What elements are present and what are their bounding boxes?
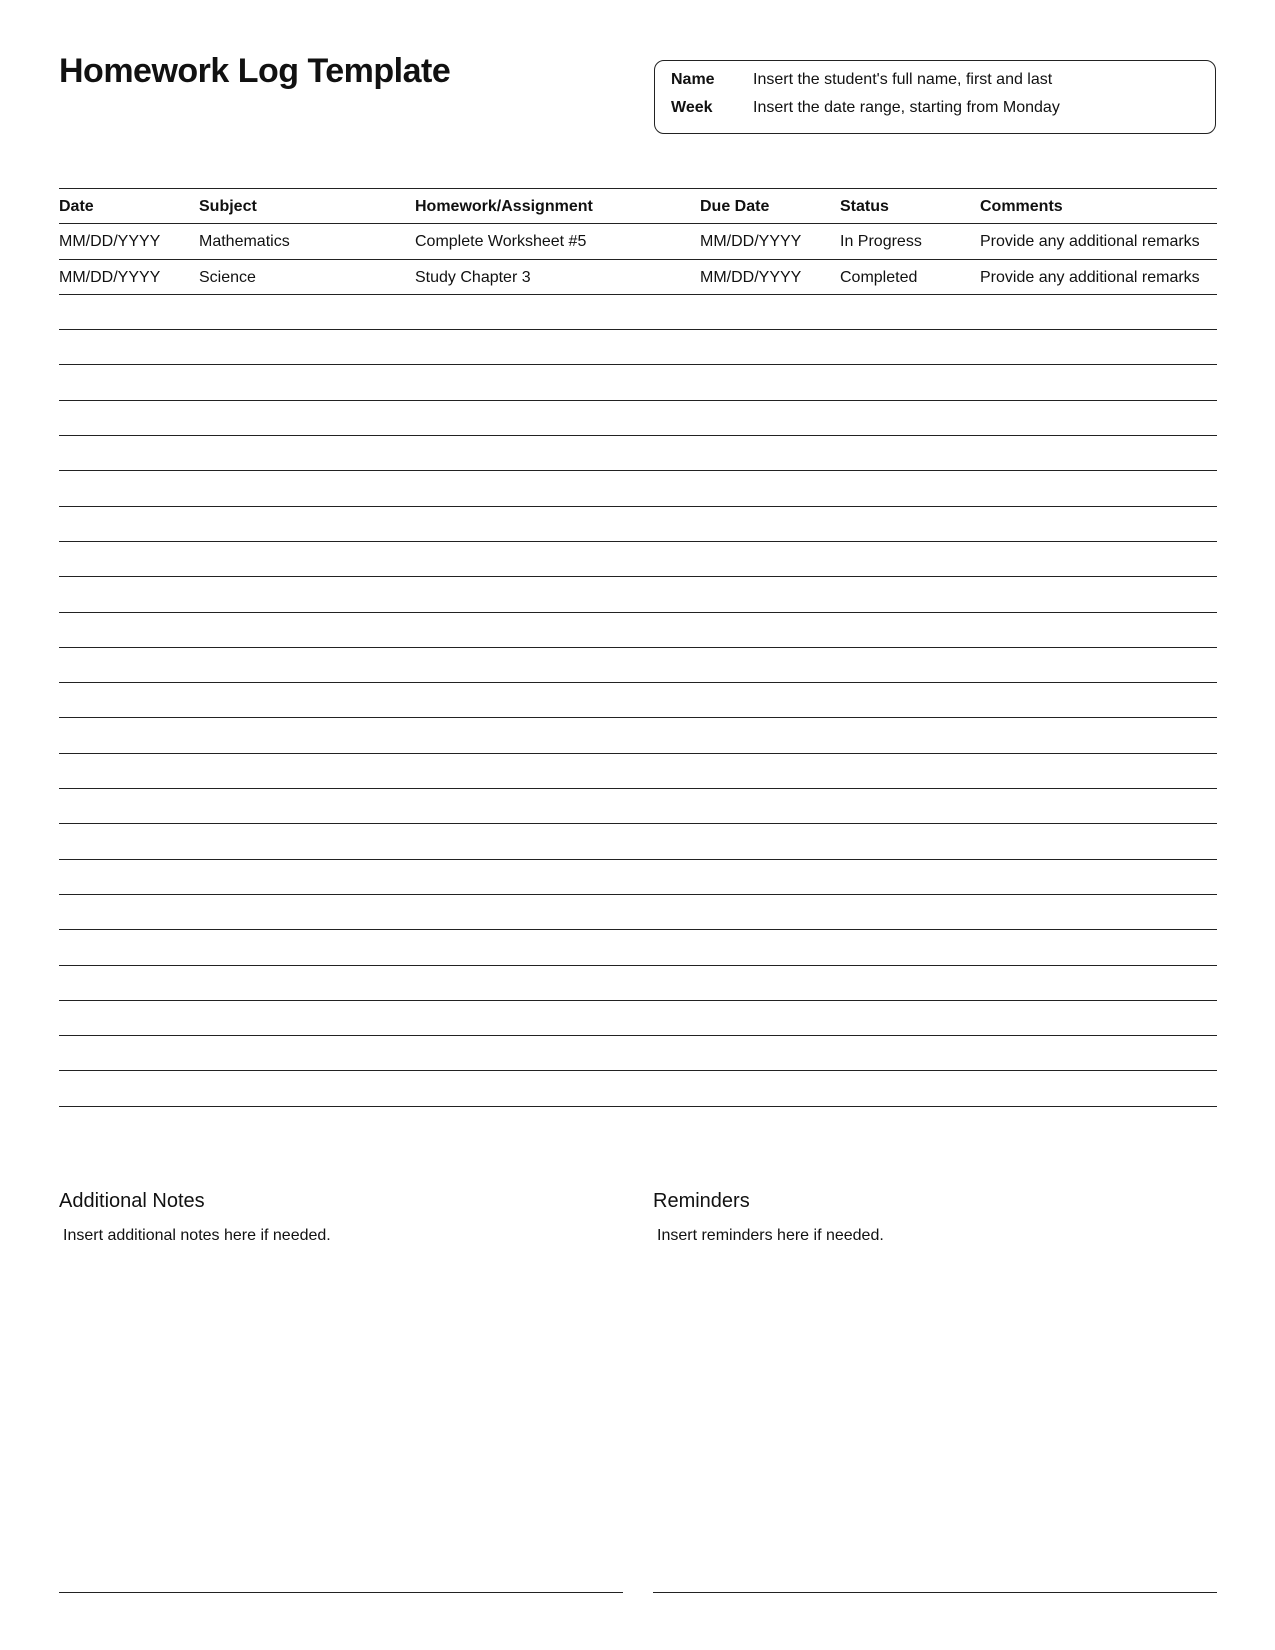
cell-date[interactable]: MM/DD/YYYY <box>59 268 161 286</box>
table-row[interactable] <box>59 260 1217 295</box>
cell-assignment[interactable]: Complete Worksheet #5 <box>415 233 587 251</box>
cell-comments[interactable]: Provide any additional remarks <box>980 268 1200 286</box>
empty-table-row[interactable] <box>59 1036 1217 1071</box>
empty-table-row[interactable] <box>59 507 1217 542</box>
empty-table-row[interactable] <box>59 930 1217 965</box>
homework-table <box>59 188 1217 1107</box>
empty-table-row[interactable] <box>59 1071 1217 1106</box>
empty-table-row[interactable] <box>59 542 1217 577</box>
name-row <box>671 71 1052 89</box>
student-info-box <box>654 60 1216 134</box>
empty-table-row[interactable] <box>59 683 1217 718</box>
reminders-divider <box>653 1592 1217 1593</box>
name-label: Name <box>671 71 715 88</box>
table-header <box>59 189 1217 224</box>
header-assignment: Homework/Assignment <box>415 198 593 215</box>
notes-text[interactable]: Insert additional notes here if needed. <box>63 1227 331 1244</box>
empty-table-row[interactable] <box>59 330 1217 365</box>
cell-due-date[interactable]: MM/DD/YYYY <box>700 268 802 286</box>
name-field[interactable]: Insert the student's full name, first and last <box>753 71 1053 88</box>
empty-table-row[interactable] <box>59 789 1217 824</box>
cell-date[interactable]: MM/DD/YYYY <box>59 233 161 251</box>
empty-table-row[interactable] <box>59 577 1217 612</box>
notes-heading: Additional Notes <box>59 1190 205 1212</box>
week-row <box>671 99 1060 117</box>
cell-comments[interactable]: Provide any additional remarks <box>980 233 1200 251</box>
cell-assignment[interactable]: Study Chapter 3 <box>415 268 531 286</box>
header-status: Status <box>840 198 889 215</box>
page-title: Homework Log Template <box>59 52 451 90</box>
empty-table-row[interactable] <box>59 966 1217 1001</box>
empty-table-row[interactable] <box>59 895 1217 930</box>
empty-table-row[interactable] <box>59 295 1217 330</box>
cell-subject[interactable]: Science <box>199 268 256 286</box>
cell-status[interactable]: Completed <box>840 268 918 286</box>
empty-table-row[interactable] <box>59 401 1217 436</box>
reminders-text[interactable]: Insert reminders here if needed. <box>657 1227 884 1244</box>
cell-subject[interactable]: Mathematics <box>199 233 290 251</box>
empty-table-row[interactable] <box>59 613 1217 648</box>
empty-table-row[interactable] <box>59 860 1217 895</box>
empty-table-row[interactable] <box>59 365 1217 400</box>
header-date: Date <box>59 198 94 215</box>
header-subject: Subject <box>199 198 257 215</box>
empty-table-row[interactable] <box>59 471 1217 506</box>
week-label: Week <box>671 99 713 116</box>
additional-notes-section <box>59 1190 623 1245</box>
week-field[interactable]: Insert the date range, starting from Monday <box>753 99 1060 116</box>
empty-table-row[interactable] <box>59 718 1217 753</box>
reminders-heading: Reminders <box>653 1190 750 1212</box>
empty-table-row[interactable] <box>59 1001 1217 1036</box>
header-comments: Comments <box>980 198 1063 215</box>
empty-table-row[interactable] <box>59 648 1217 683</box>
empty-table-row[interactable] <box>59 436 1217 471</box>
notes-divider <box>59 1592 623 1593</box>
cell-due-date[interactable]: MM/DD/YYYY <box>700 233 802 251</box>
empty-table-row[interactable] <box>59 754 1217 789</box>
reminders-section <box>653 1190 1217 1245</box>
empty-table-row[interactable] <box>59 824 1217 859</box>
header-due-date: Due Date <box>700 198 770 215</box>
cell-status[interactable]: In Progress <box>840 233 922 251</box>
table-row[interactable] <box>59 224 1217 259</box>
